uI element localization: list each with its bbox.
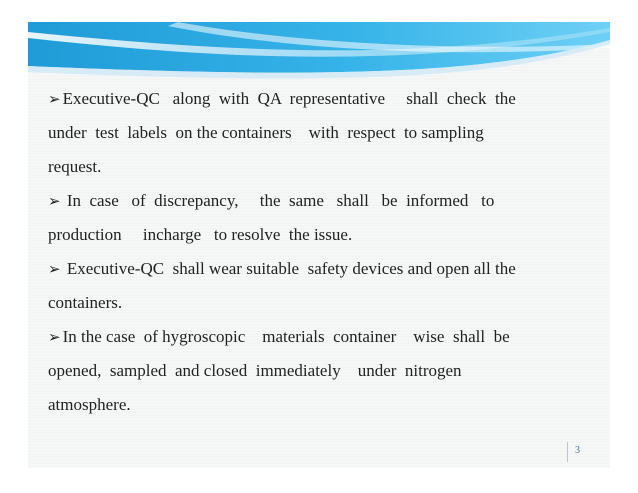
page-number-divider [567,442,568,462]
arrow-bullet-icon: ➢ [48,192,61,210]
arrow-bullet-icon: ➢ [48,260,61,278]
bullet-1-line-1: ➢ Executive-QC along with QA representative shall check the [48,82,600,116]
arrow-bullet-icon: ➢ [48,90,61,108]
bullet-3-line-1: ➢ Executive-QC shall wear suitable safety devices and open all the [48,252,600,286]
bullet-4-line-1: ➢ In the case of hygroscopic materials container wise shall be [48,320,600,354]
slide-body [48,82,600,422]
bullet-1-line-2: under test labels on the containers with respect to sampling [48,123,484,142]
bullet-1-line-3: request. [48,157,102,176]
bullet-2-line-2: production incharge to resolve the issue. [48,225,353,244]
bullet-4-line-3: atmosphere. [48,395,131,414]
bullet-3-line-2: containers. [48,293,123,312]
slide [28,22,610,468]
arrow-bullet-icon: ➢ [48,328,61,346]
page-number: 3 [575,445,580,456]
decorative-banner [28,22,610,84]
bullet-2-line-1: ➢ In case of discrepancy, the same shall be informed to [48,184,600,218]
bullet-4-line-2: opened, sampled and closed immediately under nitrogen [48,361,462,380]
